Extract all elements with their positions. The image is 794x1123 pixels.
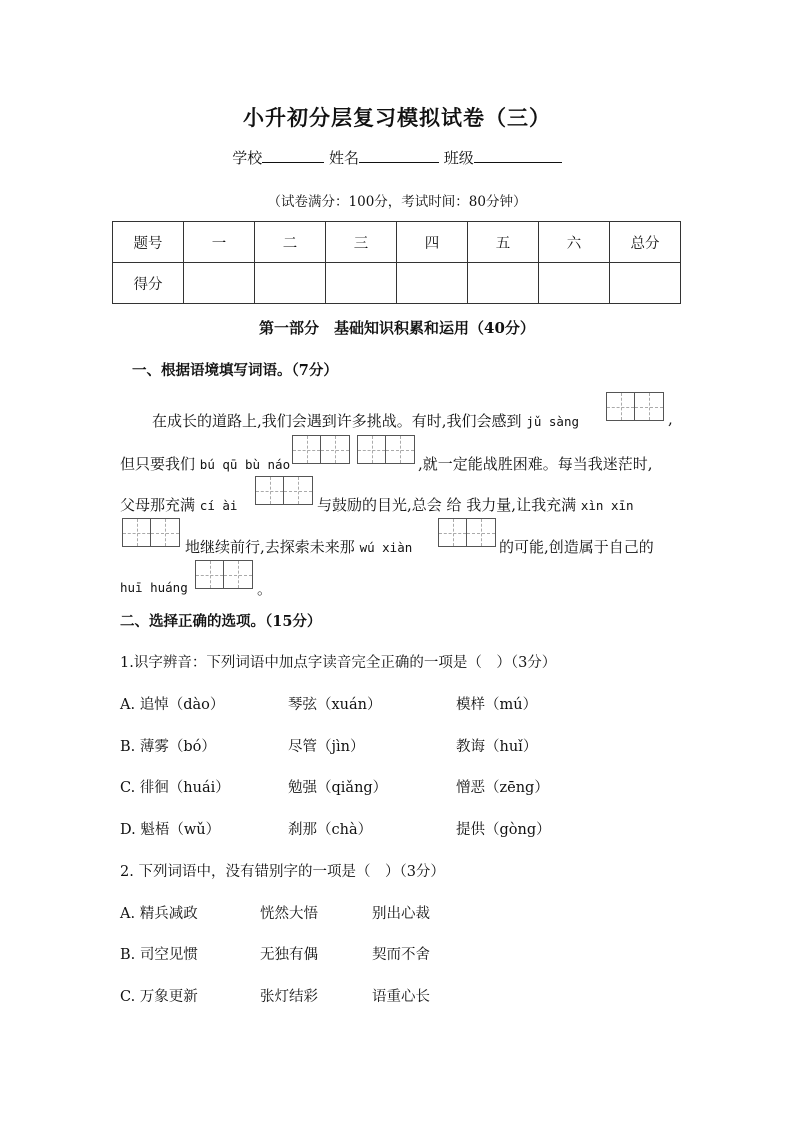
pinyin-prompt: cí ài bbox=[199, 498, 238, 513]
q2-option-a-word2: 恍然大悟 bbox=[260, 906, 318, 922]
q1-option-b-word2: 尽管（jìn） bbox=[288, 739, 365, 755]
score-header-cell: 三 bbox=[326, 222, 397, 263]
school-blank[interactable] bbox=[262, 148, 324, 163]
q2-option-b-word3: 契而不舍 bbox=[372, 947, 430, 963]
q1-option-c-word3: 憎恶（zēng） bbox=[456, 780, 549, 796]
grid-cell[interactable] bbox=[321, 435, 350, 464]
score-cell[interactable] bbox=[184, 263, 255, 304]
passage-line-3-text bbox=[317, 494, 634, 515]
score-note: （试卷满分：100分，考试时间：80分钟） bbox=[267, 194, 527, 210]
pinyin-prompt: jǔ sàng bbox=[526, 414, 580, 429]
q1-option-c-word2: 勉强（qiǎng） bbox=[288, 780, 388, 796]
name-label: 姓名 bbox=[328, 149, 359, 167]
grid-cell[interactable] bbox=[224, 560, 253, 589]
score-header-cell: 二 bbox=[255, 222, 326, 263]
grid-cell[interactable] bbox=[438, 518, 467, 547]
answer-grid-jusang[interactable] bbox=[606, 392, 664, 421]
question-2-stem: 2. 下列词语中，没有错别字的一项是（ ）（3分） bbox=[120, 864, 445, 880]
score-header-cell: 四 bbox=[397, 222, 468, 263]
q2-option-b-word2: 无独有偶 bbox=[260, 947, 318, 963]
grid-cell[interactable] bbox=[292, 435, 321, 464]
passage-line-4 bbox=[185, 536, 412, 557]
school-label: 学校 bbox=[232, 149, 263, 167]
score-header-cell: 一 bbox=[184, 222, 255, 263]
passage-line-5 bbox=[120, 578, 188, 596]
class-blank[interactable] bbox=[474, 148, 562, 163]
score-cell[interactable] bbox=[539, 263, 610, 304]
passage-line-4-end: 的可能,创造属于自己的 bbox=[499, 538, 654, 556]
grid-cell[interactable] bbox=[151, 518, 180, 547]
class-label: 班级 bbox=[443, 149, 474, 167]
score-header-cell: 五 bbox=[468, 222, 539, 263]
answer-grid-buqubunao-2[interactable] bbox=[357, 435, 415, 464]
score-table-row bbox=[113, 263, 681, 304]
passage-line-1 bbox=[152, 410, 579, 431]
passage-comma: , bbox=[668, 410, 673, 428]
q2-option-c-word3: 语重心长 bbox=[372, 989, 430, 1005]
grid-cell[interactable] bbox=[606, 392, 635, 421]
grid-cell[interactable] bbox=[467, 518, 496, 547]
q1-option-a[interactable]: A. 追悼（dào） bbox=[120, 697, 225, 713]
score-header-cell: 总分 bbox=[610, 222, 681, 263]
q2-option-c[interactable]: C. 万象更新 bbox=[120, 989, 198, 1005]
passage-text: 地继续前行,去探索未来那 bbox=[185, 538, 355, 556]
answer-grid-wuxian[interactable] bbox=[438, 518, 496, 547]
pinyin-prompt: huī huáng bbox=[120, 580, 188, 595]
passage-period: 。 bbox=[257, 580, 273, 598]
q2-option-b[interactable]: B. 司空见惯 bbox=[120, 947, 198, 963]
q1-option-c[interactable]: C. 徘徊（huái） bbox=[120, 780, 230, 796]
passage-text: 但只要我们 bbox=[120, 455, 196, 473]
q2-option-a[interactable]: A. 精兵减政 bbox=[120, 906, 198, 922]
q1-option-b-word3: 教诲（huǐ） bbox=[456, 739, 538, 755]
score-table-header-row bbox=[113, 222, 681, 263]
name-blank[interactable] bbox=[359, 148, 439, 163]
answer-grid-huihuang[interactable] bbox=[195, 560, 253, 589]
section1-heading: 一、根据语境填写词语。（7分） bbox=[132, 362, 338, 379]
score-row-label: 得分 bbox=[113, 263, 184, 304]
section2-heading: 二、选择正确的选项。（15分） bbox=[120, 613, 322, 630]
score-table bbox=[112, 221, 681, 304]
q1-option-a-word2: 琴弦（xuán） bbox=[288, 697, 382, 713]
exam-title: 小升初分层复习模拟试卷（三） bbox=[243, 105, 551, 130]
q2-option-a-word3: 别出心裁 bbox=[372, 906, 430, 922]
pinyin-prompt: bú qū bù náo bbox=[199, 457, 291, 472]
student-info-line bbox=[0, 147, 794, 168]
grid-cell[interactable] bbox=[195, 560, 224, 589]
passage-line-2-text: ,就一定能战胜困难。每当我迷茫时, bbox=[418, 455, 653, 473]
passage-line-2-start bbox=[120, 453, 290, 474]
passage-line-3-start bbox=[120, 494, 237, 515]
q1-option-d-word3: 提供（gòng） bbox=[456, 822, 551, 838]
grid-cell[interactable] bbox=[635, 392, 664, 421]
score-header-cell: 六 bbox=[539, 222, 610, 263]
score-cell[interactable] bbox=[468, 263, 539, 304]
passage-text: 父母那充满 bbox=[120, 496, 196, 514]
score-cell[interactable] bbox=[397, 263, 468, 304]
q1-option-d-word2: 刹那（chà） bbox=[288, 822, 373, 838]
score-header-cell: 题号 bbox=[113, 222, 184, 263]
pinyin-prompt: xìn xīn bbox=[580, 498, 634, 513]
q1-option-d[interactable]: D. 魁梧（wǔ） bbox=[120, 822, 221, 838]
answer-grid-buqubunao-1[interactable] bbox=[292, 435, 350, 464]
score-cell[interactable] bbox=[610, 263, 681, 304]
grid-cell[interactable] bbox=[255, 476, 284, 505]
q1-option-a-word3: 模样（mú） bbox=[456, 697, 538, 713]
q2-option-c-word2: 张灯结彩 bbox=[260, 989, 318, 1005]
grid-cell[interactable] bbox=[357, 435, 386, 464]
passage-text: 在成长的道路上,我们会遇到许多挑战。有时,我们会感到 bbox=[152, 412, 522, 430]
grid-cell[interactable] bbox=[386, 435, 415, 464]
passage-text: 与鼓励的目光,总会 给 我力量,让我充满 bbox=[317, 496, 577, 514]
q1-option-b[interactable]: B. 薄雾（bó） bbox=[120, 739, 216, 755]
score-cell[interactable] bbox=[326, 263, 397, 304]
grid-cell[interactable] bbox=[122, 518, 151, 547]
question-1-stem: 1.识字辨音：下列词语中加点字读音完全正确的一项是（ ）（3分） bbox=[120, 655, 557, 671]
grid-cell[interactable] bbox=[284, 476, 313, 505]
part1-heading: 第一部分 基础知识积累和运用（40分） bbox=[259, 319, 535, 337]
pinyin-prompt: wú xiàn bbox=[359, 540, 413, 555]
answer-grid-xinxin[interactable] bbox=[122, 518, 180, 547]
score-cell[interactable] bbox=[255, 263, 326, 304]
answer-grid-ciai[interactable] bbox=[255, 476, 313, 505]
